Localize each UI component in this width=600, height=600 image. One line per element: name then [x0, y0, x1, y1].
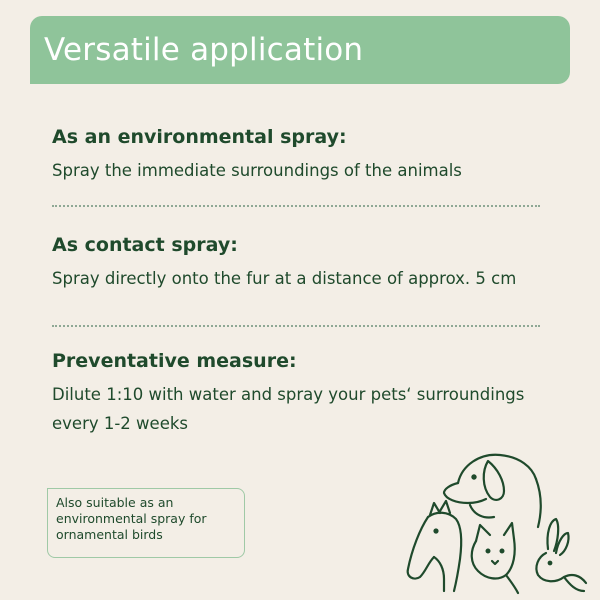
section-text: Dilute 1:10 with water and spray your pets‘ surroundings every 1-2 weeks: [52, 385, 525, 433]
animals-line-art-icon: [400, 445, 600, 595]
page-title: Versatile application: [44, 32, 364, 68]
section-contact-spray: [52, 234, 572, 293]
section-title: Preventative measure:: [52, 350, 297, 372]
header-banner: [30, 16, 570, 84]
dotted-divider: [52, 325, 540, 327]
section-environmental-spray: [52, 126, 572, 185]
dotted-divider: [52, 205, 540, 207]
birds-note-box: [47, 488, 245, 558]
section-title: As contact spray:: [52, 234, 238, 256]
section-text: Spray directly onto the fur at a distance of approx. 5 cm: [52, 269, 517, 288]
note-text: Also suitable as an environmental spray for ornamental birds: [56, 495, 207, 542]
section-preventative-measure: [52, 350, 572, 438]
section-title: As an environmental spray:: [52, 126, 347, 148]
section-text: Spray the immediate surroundings of the animals: [52, 161, 462, 180]
